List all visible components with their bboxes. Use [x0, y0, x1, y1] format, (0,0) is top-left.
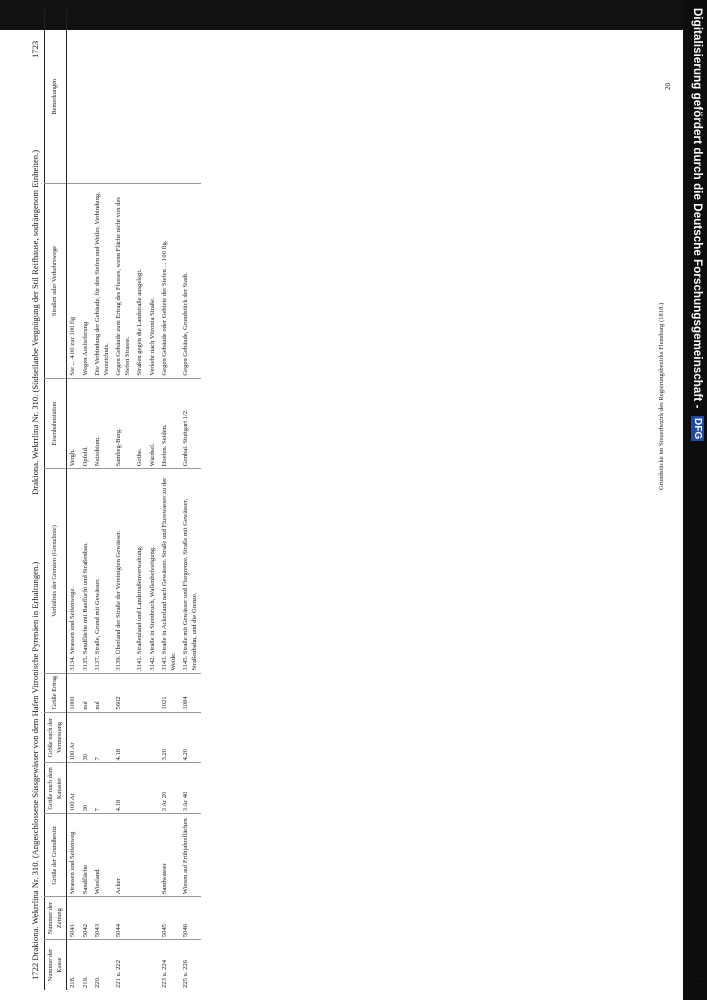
dfg-badge: DFG [692, 417, 703, 440]
cell-grenze: 3142. Straße in Steinbruch, Wallenbefestigung. [147, 469, 160, 673]
cell-ztg: 5045 [159, 897, 180, 940]
col-kat: Größe nach dem Kataster [45, 763, 67, 814]
cell-grenze: 3137. Straße, Grund mit Gewässer. [92, 469, 113, 673]
table-row [113, 10, 134, 990]
margin-mark: I [696, 977, 705, 980]
cell-nr [134, 940, 147, 990]
table-row [180, 10, 201, 990]
cell-station: Gothe. [134, 378, 147, 469]
cell-station: Wardsel. [147, 378, 160, 469]
cell-nr: 223 u. 224 [159, 940, 180, 990]
col-ertrag: Größe Ertrag [45, 673, 67, 712]
cell-strasse: Wegen Auslieferung [80, 184, 93, 378]
cell-strasse: Gegen Gebäude zum Ertrag des Flusses, wenn Fläche nicht von des Stefen Strasse. [113, 184, 134, 378]
table-row [134, 10, 147, 990]
cell-verm: 4.20 [180, 712, 201, 763]
cell-ztg [147, 897, 160, 940]
cell-station: Vergh. [67, 378, 80, 469]
cell-grund [134, 814, 147, 897]
cell-kat: 4.18 [113, 763, 134, 814]
cell-ertrag: nul [80, 673, 93, 712]
header-right: Drakiona. Wekrrlina Nr. 310. (Südseilanbe Vergnügung der Stil Reifhause, sodrängenom Einheiten.) [30, 149, 40, 495]
page-header [28, 10, 42, 990]
cell-strasse: Gegen Gebäude oder Gebiete der Stefen ... 100 fig. [159, 184, 180, 378]
cell-ztg [134, 897, 147, 940]
cell-verm [134, 712, 147, 763]
cell-grenze: 3134. Strassen und Seitenwege. [67, 469, 80, 673]
cell-kat: 3 Ar 20 [159, 763, 180, 814]
cell-grund: Sandwasser [159, 814, 180, 897]
cell-bem [180, 10, 201, 184]
cell-ztg: 5046 [180, 897, 201, 940]
cell-nr: 221 u. 222 [113, 940, 134, 990]
cell-kat: 3 Ar 40 [180, 763, 201, 814]
cell-strasse: Die Verbindung der Gebäude, für den Stefen und Weiler, Verbindung, Verzeichnis. [92, 184, 113, 378]
cell-bem [159, 10, 180, 184]
cell-kat: 100 Ar [67, 763, 80, 814]
cell-kat: 30 [80, 763, 93, 814]
col-grund: Größe der Grundbesitz [45, 814, 67, 897]
cell-ztg: 5041 [67, 897, 80, 940]
cell-strasse: Sie ... 4.00 zur 100 fig [67, 184, 80, 378]
cell-nr [147, 940, 160, 990]
cell-kat: 7 [92, 763, 113, 814]
cell-verm [147, 712, 160, 763]
cell-strasse: Straßen gegen die Landstraße ausgelegt. [134, 184, 147, 378]
table-body [67, 10, 202, 990]
cell-verm: 30 [80, 712, 93, 763]
cell-grund: Sandfläche [80, 814, 93, 897]
cell-grenze: 3139. Überland der Straße der Vereinigten Gewässer. [113, 469, 134, 673]
cell-grenze: 3141. Straßenland und Landstraßenverwaltung. [134, 469, 147, 673]
cell-grenze: 3143. Straße in Ackerland nach Gewässer. Straße und Flusswasser zu der Weide. [159, 469, 180, 673]
page-number: 20 [664, 83, 672, 90]
col-nr: Nummer der Kasse [45, 940, 67, 990]
cell-verm: 7 [92, 712, 113, 763]
cell-bem [113, 10, 134, 184]
cell-grenze: 3135. Sandfläche mit Bauflucht und Straßenbau. [80, 469, 93, 673]
table-row [159, 10, 180, 990]
table-row [67, 10, 80, 990]
cell-nr: 219. [80, 940, 93, 990]
cell-ertrag: 1000 [67, 673, 80, 712]
cell-verm: 100 Ar [67, 712, 80, 763]
cell-grenze: 3145. Straße mit Gewässer und Flurgrenze. Straße mit Gewässer, Straßenbahn, und die Grenze. [180, 469, 201, 673]
cell-ertrag: 1021 [159, 673, 180, 712]
table-header-row [45, 10, 67, 990]
cell-bem [134, 10, 147, 184]
cell-verm: 4.18 [113, 712, 134, 763]
cell-grund [147, 814, 160, 897]
header-page-number: 1723 [30, 40, 40, 58]
cell-ztg: 5043 [92, 897, 113, 940]
table-row [92, 10, 113, 990]
cell-ertrag [147, 673, 160, 712]
col-ztg: Nummer der Zeitung [45, 897, 67, 940]
col-bem: Bemerkungen [45, 10, 67, 184]
digitization-text: Digitalisierung gefördert durch die Deutsche Forschungsgemeinschaft - [691, 8, 703, 409]
col-strasse: Straßen oder Verkehrswege [45, 184, 67, 378]
cell-nr: 225 u. 226 [180, 940, 201, 990]
data-table [44, 10, 201, 990]
cell-bem [147, 10, 160, 184]
cell-ertrag [134, 673, 147, 712]
cell-kat [134, 763, 147, 814]
cell-ztg: 5042 [80, 897, 93, 940]
cell-strasse: Verkehr nach Vitronia Straße. [147, 184, 160, 378]
table-row [80, 10, 93, 990]
cell-nr: 220. [92, 940, 113, 990]
cell-grund: Wiesen auf Frühjahrsflächen [180, 814, 201, 897]
cell-strasse: Gegen Gebäude, Grundstück der Stadt. [180, 184, 201, 378]
cell-ertrag: 1084 [180, 673, 201, 712]
header-left: 1722 Drakiona. Wekrrlina Nr. 310. (Angeschlossene Süssgewässer von dem Hafen Vitronische Pyrenäen in Erhaltungen.) [30, 561, 40, 980]
footnote: Grundstücke im Steuerbezirk des Regierungsbezirks Flensburg (1818.) [658, 302, 665, 490]
cell-station: Opfeld. [80, 378, 93, 469]
cell-grund: Strassen und Seitenweg [67, 814, 80, 897]
cell-bem [67, 10, 80, 184]
col-grenze: Verhältnis der Grenzen (Grenzlinie) [45, 469, 67, 673]
cell-bem [80, 10, 93, 184]
cell-station: Hoelen. Seiden. [159, 378, 180, 469]
table-row [147, 10, 160, 990]
cell-ztg: 5044 [113, 897, 134, 940]
col-verm: Größe nach der Vermessung [45, 712, 67, 763]
cell-station: Sambeg-Burg. [113, 378, 134, 469]
cell-bem [92, 10, 113, 184]
cell-verm: 3.20 [159, 712, 180, 763]
cell-station: Gonbal. Stuttgart 1/2. [180, 378, 201, 469]
col-station: Eisenbahnstation [45, 378, 67, 469]
cell-station: Nuissbium. [92, 378, 113, 469]
cell-ertrag: nul [92, 673, 113, 712]
cell-nr: 218. [67, 940, 80, 990]
cell-ertrag: 5602 [113, 673, 134, 712]
cell-grund: Acker [113, 814, 134, 897]
cell-grund: Wiesland [92, 814, 113, 897]
cell-kat [147, 763, 160, 814]
